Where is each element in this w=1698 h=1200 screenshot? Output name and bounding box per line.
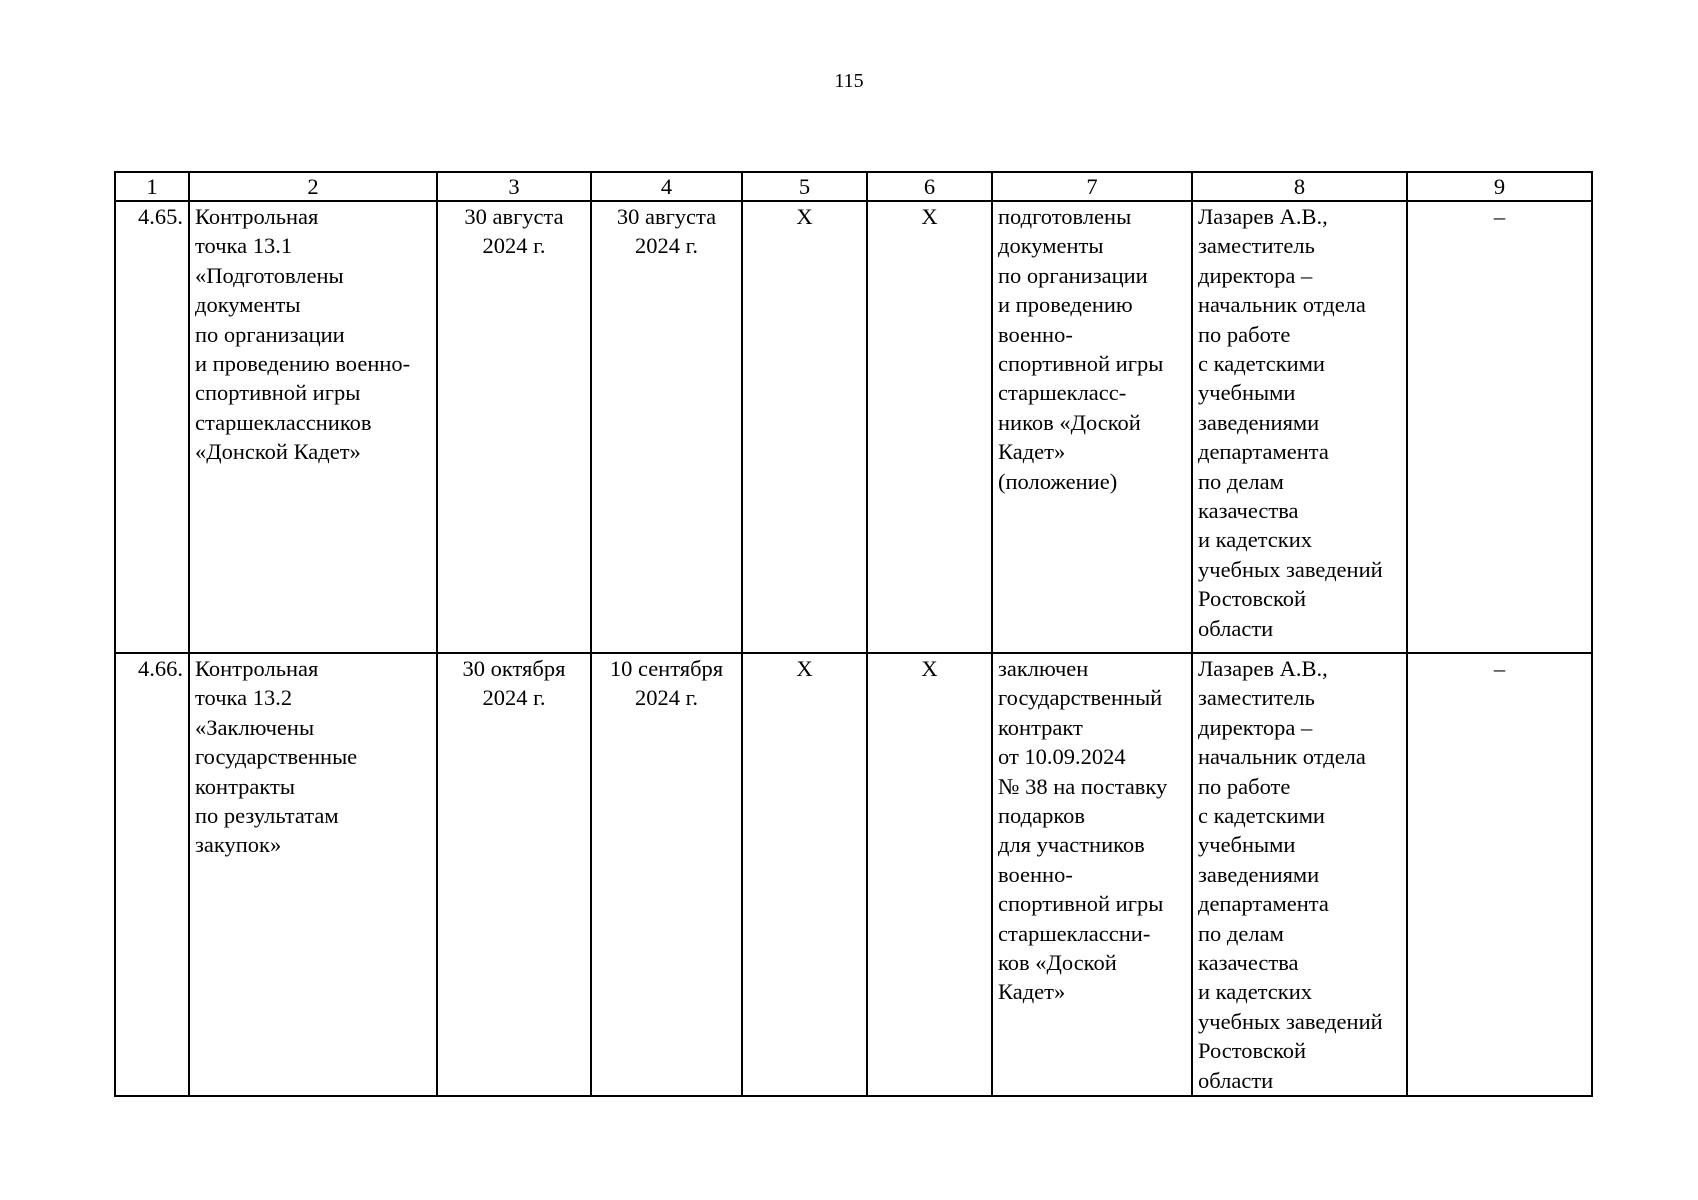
- row-result: заключен государственный контракт от 10.09.2024 № 38 на поставку подарков для участников военно- спортивной игры старшеклассни- ков «Доской Кадет»: [992, 653, 1192, 1096]
- row-date-fact: 10 сентября 2024 г.: [591, 653, 742, 1096]
- row-col9: –: [1407, 653, 1592, 1096]
- row-date-fact: 30 августа 2024 г.: [591, 201, 742, 653]
- row-col6: Х: [867, 653, 992, 1096]
- row-name: Контрольная точка 13.2 «Заключены государственные контракты по результатам закупок»: [189, 653, 437, 1096]
- row-col5: Х: [742, 201, 867, 653]
- page-number: 115: [834, 70, 864, 92]
- row-responsible: Лазарев А.В., заместитель директора – начальник отдела по работе с кадетскими учебными заведениями департамента по делам казачества и кадетских учебных заведений Ростовской области: [1192, 653, 1407, 1096]
- row-responsible: Лазарев А.В., заместитель директора – начальник отдела по работе с кадетскими учебными заведениями департамента по делам казачества и кадетских учебных заведений Ростовской области: [1192, 201, 1407, 653]
- column-header: 8: [1192, 172, 1407, 201]
- column-header: 7: [992, 172, 1192, 201]
- row-number: 4.66.: [115, 653, 189, 1096]
- row-col9: –: [1407, 201, 1592, 653]
- row-date-plan: 30 октября 2024 г.: [437, 653, 591, 1096]
- column-header: 6: [867, 172, 992, 201]
- column-header: 2: [189, 172, 437, 201]
- row-col6: Х: [867, 201, 992, 653]
- table-header-row: [115, 172, 1592, 201]
- row-name: Контрольная точка 13.1 «Подготовлены документы по организации и проведению военно- спортивной игры старшеклассников «Донской Кадет»: [189, 201, 437, 653]
- row-col5: Х: [742, 653, 867, 1096]
- column-header: 5: [742, 172, 867, 201]
- plan-table: [114, 171, 1593, 1097]
- row-date-plan: 30 августа 2024 г.: [437, 201, 591, 653]
- table-row: [115, 653, 1592, 1096]
- table-row: [115, 201, 1592, 653]
- row-number: 4.65.: [115, 201, 189, 653]
- column-header: 4: [591, 172, 742, 201]
- column-header: 9: [1407, 172, 1592, 201]
- column-header: 3: [437, 172, 591, 201]
- column-header: 1: [115, 172, 189, 201]
- row-result: подготовлены документы по организации и проведению военно- спортивной игры старшекласс- ников «Доской Кадет» (положение): [992, 201, 1192, 653]
